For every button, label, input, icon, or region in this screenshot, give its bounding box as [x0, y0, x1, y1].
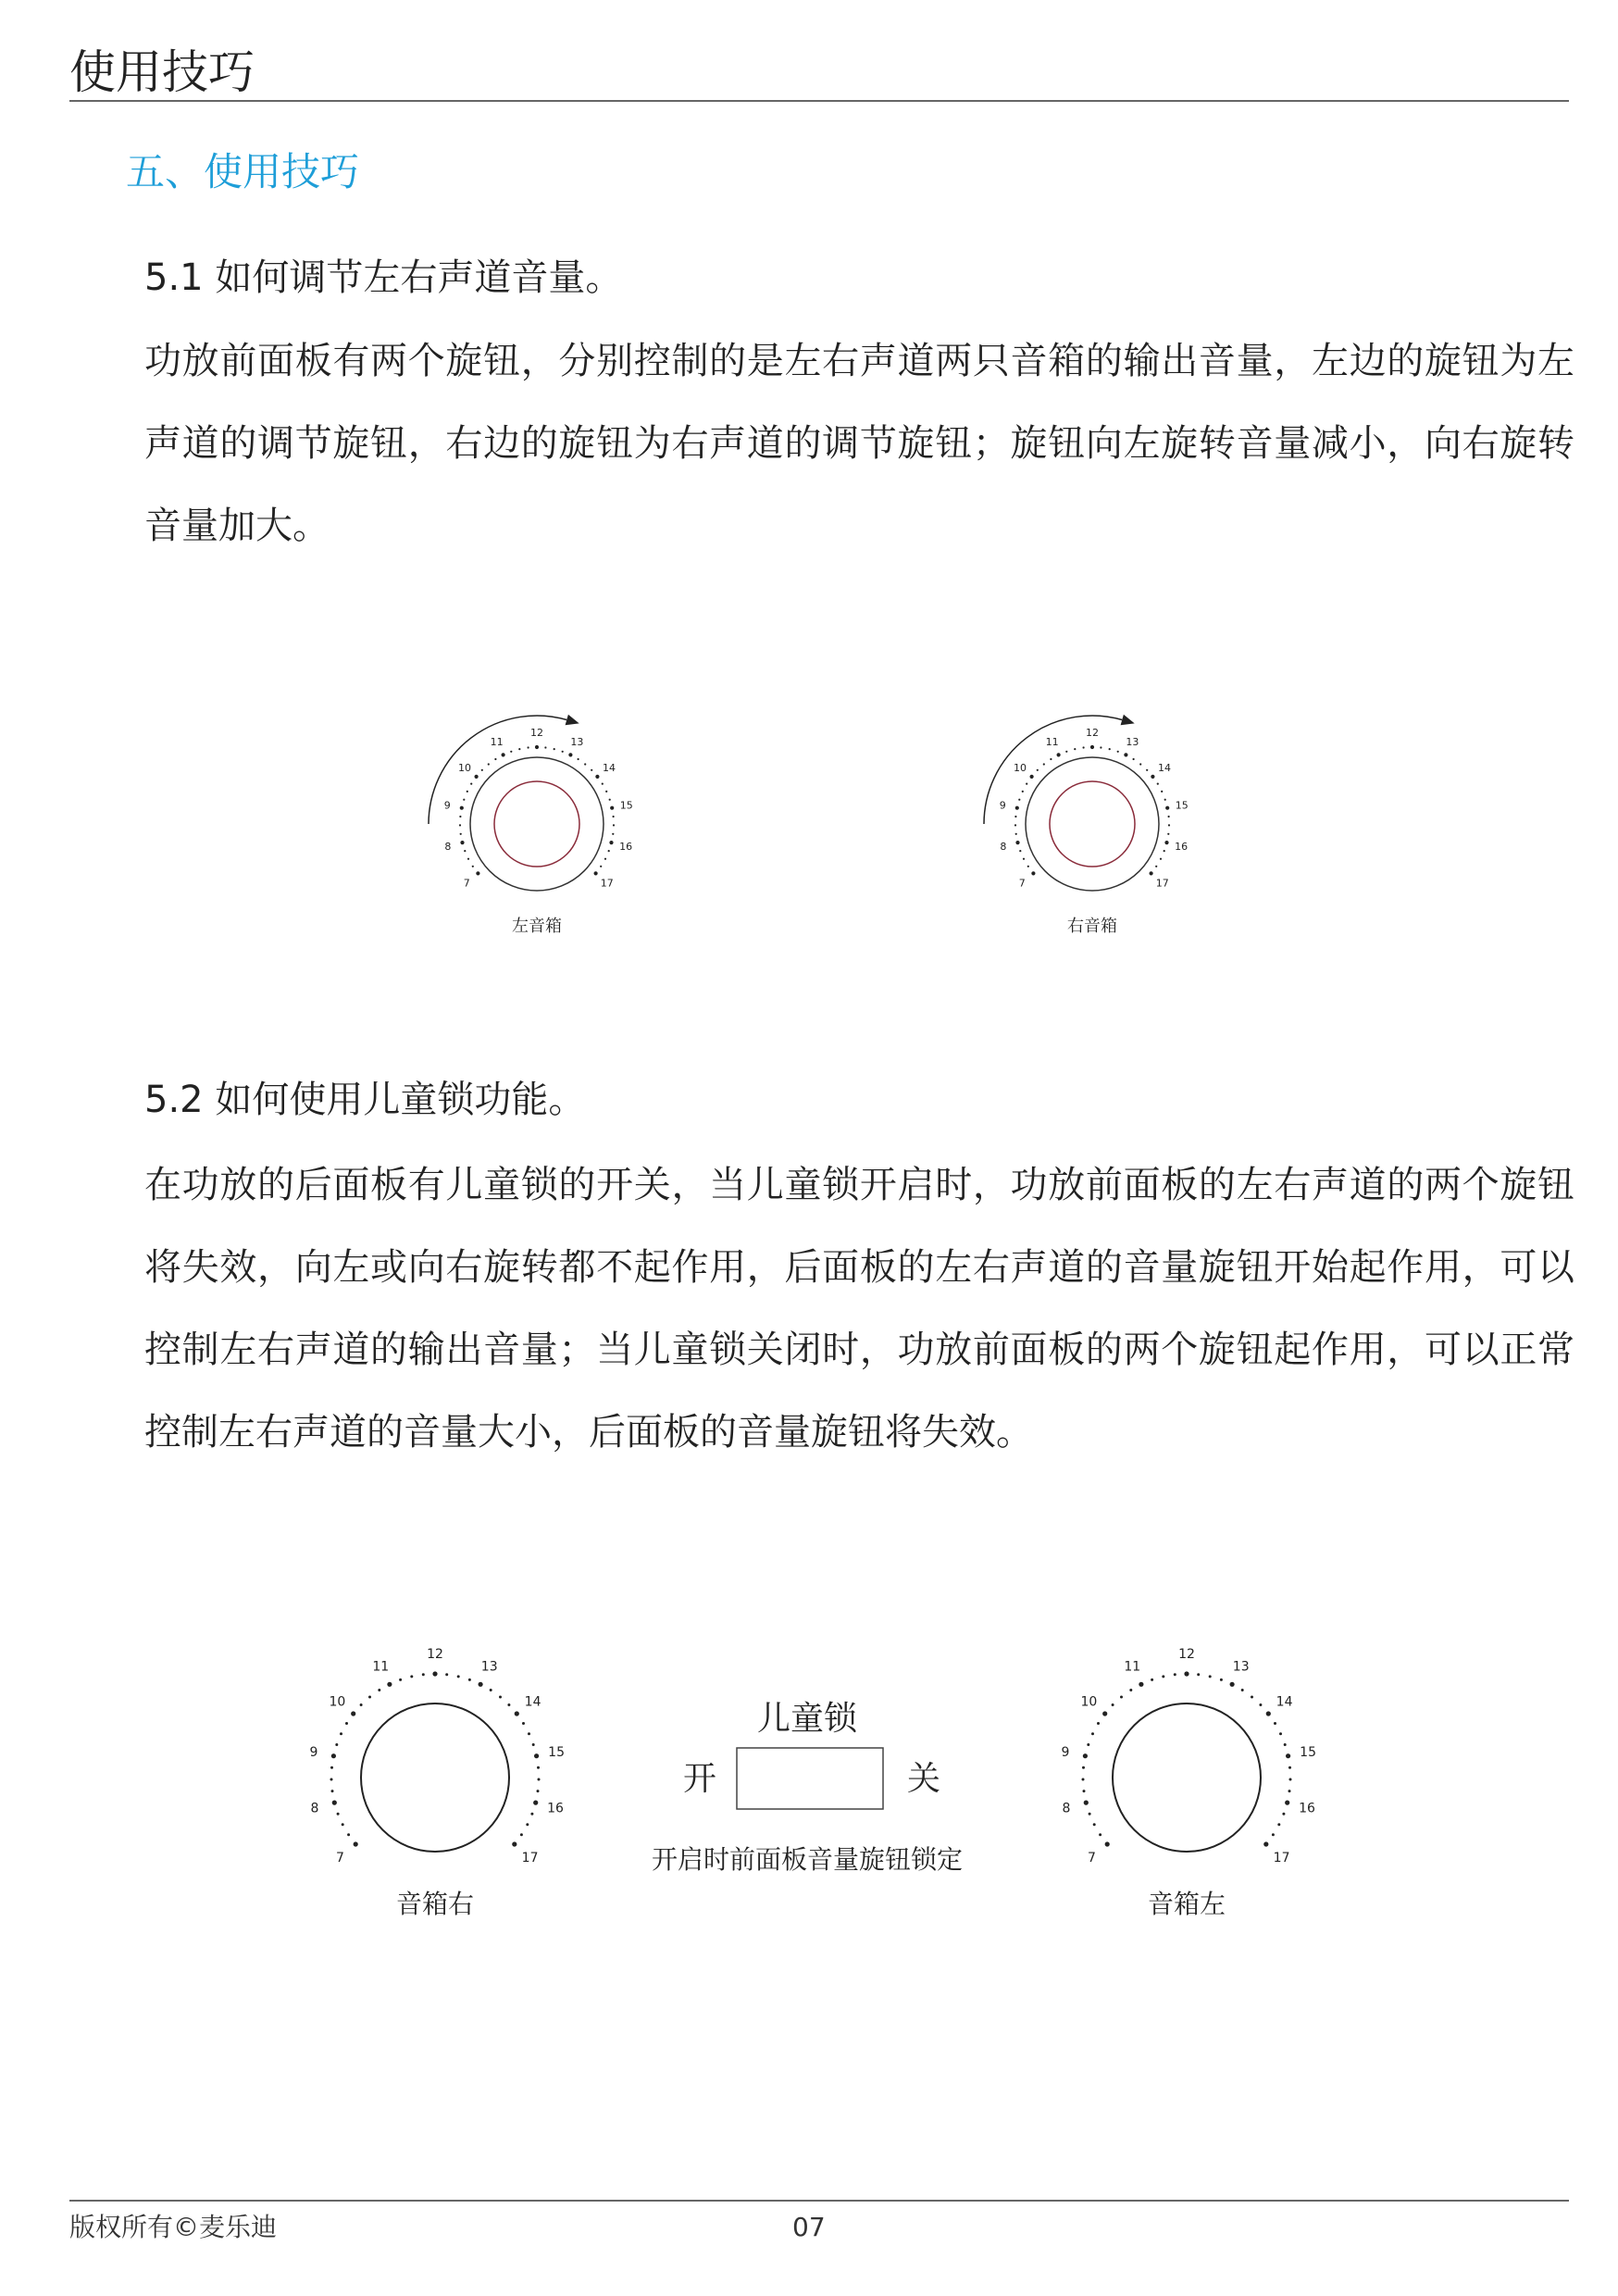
scale-number: 11: [1045, 735, 1059, 748]
scale-dot: [1091, 1732, 1094, 1735]
scale-dot: [609, 799, 611, 801]
scale-dot: [1272, 1833, 1275, 1836]
scale-dot: [1146, 769, 1148, 771]
scale-dot: [1129, 1689, 1132, 1691]
scale-dot: [528, 746, 529, 748]
front-panel-knob-figure: [370, 685, 1259, 963]
scale-dot: [481, 769, 483, 771]
scale-number: 13: [1126, 735, 1139, 748]
scale-dot: [1082, 1766, 1085, 1769]
scale-dot: [463, 799, 465, 801]
scale-dot: [1279, 1732, 1282, 1735]
scale-dot: [1164, 850, 1165, 852]
scale-dot: [360, 1703, 363, 1706]
scale-major-dot: [515, 1711, 519, 1716]
scale-dot: [1289, 1778, 1292, 1781]
scale-dot: [337, 1813, 340, 1816]
scale-dot: [1282, 1813, 1285, 1816]
rear-left-speaker-label: 音箱左: [1147, 1889, 1226, 1919]
scale-major-dot: [476, 871, 479, 875]
scale-major-dot: [1124, 753, 1127, 756]
scale-dot: [459, 824, 461, 826]
knob-inner-ring: [494, 781, 579, 867]
scale-number: 9: [1061, 1745, 1070, 1760]
scale-number: 17: [1273, 1851, 1290, 1866]
scale-major-dot: [534, 1753, 539, 1758]
scale-number: 12: [530, 726, 543, 739]
scale-number: 13: [1232, 1659, 1250, 1675]
scale-major-dot: [1030, 775, 1034, 779]
scale-major-dot: [1230, 1682, 1235, 1687]
knob-inner-ring: [1050, 781, 1135, 867]
scale-dot: [602, 783, 604, 785]
scale-dot: [1099, 1833, 1101, 1836]
scale-major-dot: [1084, 1801, 1089, 1805]
scale-dot: [488, 763, 490, 765]
scale-number: 12: [1178, 1646, 1195, 1662]
section-heading: 五、使用技巧: [126, 149, 360, 194]
scale-number: 16: [547, 1801, 564, 1816]
scale-major-dot: [1266, 1711, 1271, 1716]
scale-major-dot: [351, 1711, 355, 1716]
scale-number: 16: [619, 840, 633, 853]
right-front-knob: [984, 715, 1189, 936]
scale-major-dot: [502, 753, 505, 756]
scale-number: 16: [1299, 1801, 1315, 1816]
page-number: 07: [792, 2212, 826, 2242]
scale-dot: [1083, 1790, 1086, 1792]
scale-dot: [1160, 858, 1162, 860]
scale-dot: [1100, 746, 1101, 748]
paragraph-5-2: 在功放的后面板有儿童锁的开关，当儿童锁开启时，功放前面板的左右声道的两个旋钮将失效，向左或向右旋转都不起作用，后面板的左右声道的音量旋钮开始起作用，可以控制左右声道的输出音量；当儿童锁关闭时，功放前面板的两个旋钮起作用，可以正常控制左右声道的音量大小，后面板的音量旋钮将失效。: [144, 1164, 1574, 1454]
scale-major-dot: [1286, 1753, 1290, 1758]
scale-major-dot: [595, 775, 599, 779]
scale-major-dot: [512, 1841, 517, 1846]
scale-major-dot: [1057, 753, 1061, 756]
child-lock-caption: 开启时前面板音量旋钮锁定: [651, 1844, 964, 1875]
scale-major-dot: [610, 806, 614, 810]
scale-dot: [544, 746, 546, 748]
scale-major-dot: [460, 806, 464, 810]
child-lock-switch-diagram: [652, 1700, 963, 1875]
child-lock-title: 儿童锁: [756, 1700, 858, 1738]
scale-dot: [1087, 1743, 1089, 1746]
scale-dot: [1109, 748, 1111, 750]
scale-dot: [612, 833, 614, 835]
scale-dot: [345, 1722, 348, 1725]
scale-dot: [526, 1823, 529, 1826]
scale-dot: [330, 1766, 333, 1769]
scale-number: 9: [999, 799, 1006, 812]
knob-ring: [1113, 1703, 1261, 1852]
scale-number: 14: [1276, 1694, 1293, 1710]
scale-dot: [1065, 751, 1067, 753]
scale-dot: [1274, 1722, 1276, 1725]
scale-dot: [399, 1678, 402, 1681]
left-speaker-label: 左音箱: [512, 917, 562, 936]
scale-dot: [520, 1833, 523, 1836]
rear-knob-left-speaker: [1061, 1647, 1316, 1919]
scale-number: 15: [1300, 1745, 1317, 1760]
scale-dot: [1157, 783, 1159, 785]
scale-dot: [457, 1675, 460, 1678]
scale-major-dot: [1151, 775, 1154, 779]
scale-dot: [410, 1675, 413, 1678]
scale-major-dot: [475, 775, 479, 779]
scale-dot: [518, 748, 520, 750]
footer-divider: [69, 2200, 1569, 2202]
scale-dot: [537, 1766, 540, 1769]
scale-major-dot: [1105, 1841, 1110, 1846]
scale-dot: [1018, 799, 1020, 801]
scale-number: 8: [1062, 1801, 1071, 1816]
scale-dot: [368, 1696, 371, 1699]
scale-number: 8: [1000, 840, 1007, 853]
scale-dot: [1043, 763, 1045, 765]
scale-dot: [1023, 858, 1025, 860]
scale-major-dot: [1150, 871, 1153, 875]
scale-number: 7: [1087, 1851, 1096, 1866]
scale-dot: [1168, 816, 1170, 817]
scale-dot: [1074, 748, 1076, 750]
scale-dot: [1093, 1823, 1096, 1826]
scale-dot: [1197, 1673, 1200, 1676]
scale-major-dot: [1184, 1671, 1189, 1676]
scale-dot: [510, 751, 512, 753]
scale-major-dot: [1102, 1711, 1107, 1716]
scale-dot: [1168, 824, 1170, 826]
scale-dot: [1167, 833, 1169, 835]
scale-number: 15: [619, 799, 633, 812]
scale-dot: [1027, 866, 1029, 867]
scale-number: 10: [1014, 761, 1027, 774]
child-lock-switch-box: [737, 1748, 883, 1809]
header-divider: [69, 100, 1569, 102]
scale-dot: [1015, 833, 1017, 835]
scale-dot: [600, 866, 602, 867]
scale-dot: [591, 769, 592, 771]
scale-number: 9: [309, 1745, 318, 1760]
scale-dot: [1162, 1675, 1164, 1678]
scale-number: 13: [570, 735, 584, 748]
scale-dot: [1241, 1689, 1244, 1691]
scale-dot: [578, 758, 579, 760]
scale-major-dot: [460, 841, 464, 844]
scale-dot: [460, 833, 462, 835]
scale-dot: [464, 850, 466, 852]
scale-dot: [1019, 850, 1021, 852]
scale-dot: [1139, 763, 1141, 765]
scale-major-dot: [535, 745, 539, 749]
scale-major-dot: [1139, 1682, 1143, 1687]
scale-number: 16: [1175, 840, 1189, 853]
subsection-heading-5-1: 5.1 如何调节左右声道音量。: [144, 256, 623, 299]
scale-dot: [467, 791, 468, 792]
scale-dot: [507, 1703, 510, 1706]
scale-dot: [528, 1732, 530, 1735]
scale-dot: [1097, 1722, 1100, 1725]
right-speaker-label: 右音箱: [1067, 917, 1117, 936]
scale-dot: [1174, 1673, 1176, 1676]
scale-dot: [1133, 758, 1135, 760]
scale-major-dot: [1263, 1841, 1268, 1846]
scale-number: 9: [443, 799, 451, 812]
scale-number: 8: [444, 840, 452, 853]
scale-dot: [1259, 1703, 1262, 1706]
scale-dot: [331, 1790, 334, 1792]
scale-dot: [445, 1673, 448, 1676]
scale-number: 8: [310, 1801, 319, 1816]
scale-dot: [538, 1778, 541, 1781]
switch-off-label: 关: [906, 1760, 941, 1798]
scale-number: 10: [458, 761, 471, 774]
scale-dot: [1151, 1678, 1153, 1681]
scale-dot: [340, 1732, 342, 1735]
scale-dot: [342, 1823, 344, 1826]
scale-dot: [422, 1673, 425, 1676]
scale-number: 11: [1124, 1659, 1141, 1675]
scale-dot: [1112, 1703, 1114, 1706]
scale-number: 11: [490, 735, 504, 748]
scale-dot: [1037, 769, 1039, 771]
scale-dot: [335, 1743, 338, 1746]
scale-major-dot: [1015, 841, 1019, 844]
scale-dot: [1284, 1743, 1287, 1746]
rear-right-speaker-label: 音箱右: [395, 1889, 475, 1919]
page-header-title: 使用技巧: [69, 45, 255, 99]
scale-major-dot: [331, 1753, 336, 1758]
scale-major-dot: [354, 1841, 358, 1846]
scale-number: 17: [521, 1851, 539, 1866]
scale-dot: [499, 1696, 502, 1699]
scale-dot: [1082, 1778, 1085, 1781]
arrow-head-icon: [1121, 715, 1135, 726]
scale-dot: [1209, 1675, 1212, 1678]
scale-dot: [472, 866, 474, 867]
scale-number: 10: [329, 1694, 346, 1710]
scale-major-dot: [568, 753, 572, 756]
scale-major-dot: [609, 841, 613, 844]
scale-major-dot: [387, 1682, 392, 1687]
scale-major-dot: [332, 1801, 337, 1805]
scale-dot: [467, 858, 469, 860]
scale-dot: [347, 1833, 350, 1836]
paragraph-5-1: 功放前面板有两个旋钮，分别控制的是左右声道两只音箱的输出音量，左边的旋钮为左声道的调节旋钮，右边的旋钮为右声道的调节旋钮；旋钮向左旋转音量减小，向右旋转音量加大。: [144, 340, 1574, 547]
scale-dot: [1083, 746, 1085, 748]
scale-number: 15: [1175, 799, 1189, 812]
scale-number: 7: [335, 1851, 344, 1866]
scale-dot: [1014, 816, 1016, 817]
scale-dot: [494, 758, 496, 760]
scale-dot: [1288, 1790, 1291, 1792]
scale-number: 12: [427, 1646, 443, 1662]
scale-dot: [470, 783, 472, 785]
rear-panel-child-lock-figure: [296, 1629, 1333, 1944]
scale-dot: [1014, 824, 1016, 826]
scale-number: 14: [603, 761, 616, 774]
scale-number: 13: [480, 1659, 498, 1675]
scale-dot: [330, 1778, 333, 1781]
scale-dot: [1288, 1766, 1291, 1769]
scale-major-dot: [1015, 806, 1019, 810]
rear-knob-right-speaker: [309, 1647, 565, 1919]
scale-dot: [378, 1689, 380, 1691]
scale-major-dot: [1285, 1801, 1289, 1805]
scale-number: 17: [1155, 877, 1169, 890]
scale-dot: [1164, 799, 1166, 801]
scale-dot: [459, 816, 461, 817]
scale-dot: [1155, 866, 1157, 867]
scale-dot: [1220, 1678, 1223, 1681]
scale-major-dot: [1031, 871, 1035, 875]
scale-dot: [1161, 791, 1163, 792]
scale-dot: [613, 816, 615, 817]
knob-outer-ring: [1026, 757, 1159, 891]
scale-dot: [490, 1689, 492, 1691]
scale-number: 15: [548, 1745, 566, 1760]
scale-dot: [562, 751, 564, 753]
scale-dot: [1022, 791, 1024, 792]
scale-dot: [537, 1790, 540, 1792]
knob-ring: [361, 1703, 509, 1852]
scale-dot: [1117, 751, 1119, 753]
arrow-head-icon: [566, 715, 579, 726]
scale-number: 11: [372, 1659, 390, 1675]
scale-dot: [1120, 1696, 1123, 1699]
scale-dot: [608, 850, 610, 852]
scale-number: 10: [1080, 1694, 1098, 1710]
knob-outer-ring: [470, 757, 604, 891]
scale-number: 14: [1158, 761, 1171, 774]
scale-major-dot: [1090, 745, 1094, 749]
scale-major-dot: [1164, 841, 1168, 844]
scale-dot: [530, 1813, 533, 1816]
scale-dot: [1277, 1823, 1280, 1826]
footer-copyright: 版权所有©麦乐迪: [69, 2212, 278, 2242]
scale-number: 12: [1086, 726, 1099, 739]
scale-major-dot: [432, 1671, 437, 1676]
scale-dot: [1026, 783, 1027, 785]
scale-number: 7: [463, 877, 470, 890]
subsection-heading-5-2: 5.2 如何使用儿童锁功能。: [144, 1079, 586, 1121]
scale-dot: [468, 1678, 471, 1681]
scale-major-dot: [1083, 1753, 1088, 1758]
left-front-knob: [429, 715, 633, 936]
scale-major-dot: [533, 1801, 538, 1805]
switch-on-label: 开: [682, 1760, 717, 1798]
scale-dot: [522, 1722, 525, 1725]
scale-number: 7: [1018, 877, 1026, 890]
scale-major-dot: [594, 871, 598, 875]
scale-dot: [1089, 1813, 1091, 1816]
scale-dot: [1251, 1696, 1253, 1699]
scale-dot: [1050, 758, 1052, 760]
scale-dot: [532, 1743, 535, 1746]
scale-number: 14: [524, 1694, 541, 1710]
scale-major-dot: [479, 1682, 483, 1687]
scale-dot: [604, 858, 606, 860]
scale-dot: [584, 763, 586, 765]
scale-number: 17: [600, 877, 614, 890]
scale-dot: [613, 824, 615, 826]
scale-major-dot: [1165, 806, 1169, 810]
scale-dot: [554, 748, 555, 750]
scale-dot: [605, 791, 607, 792]
